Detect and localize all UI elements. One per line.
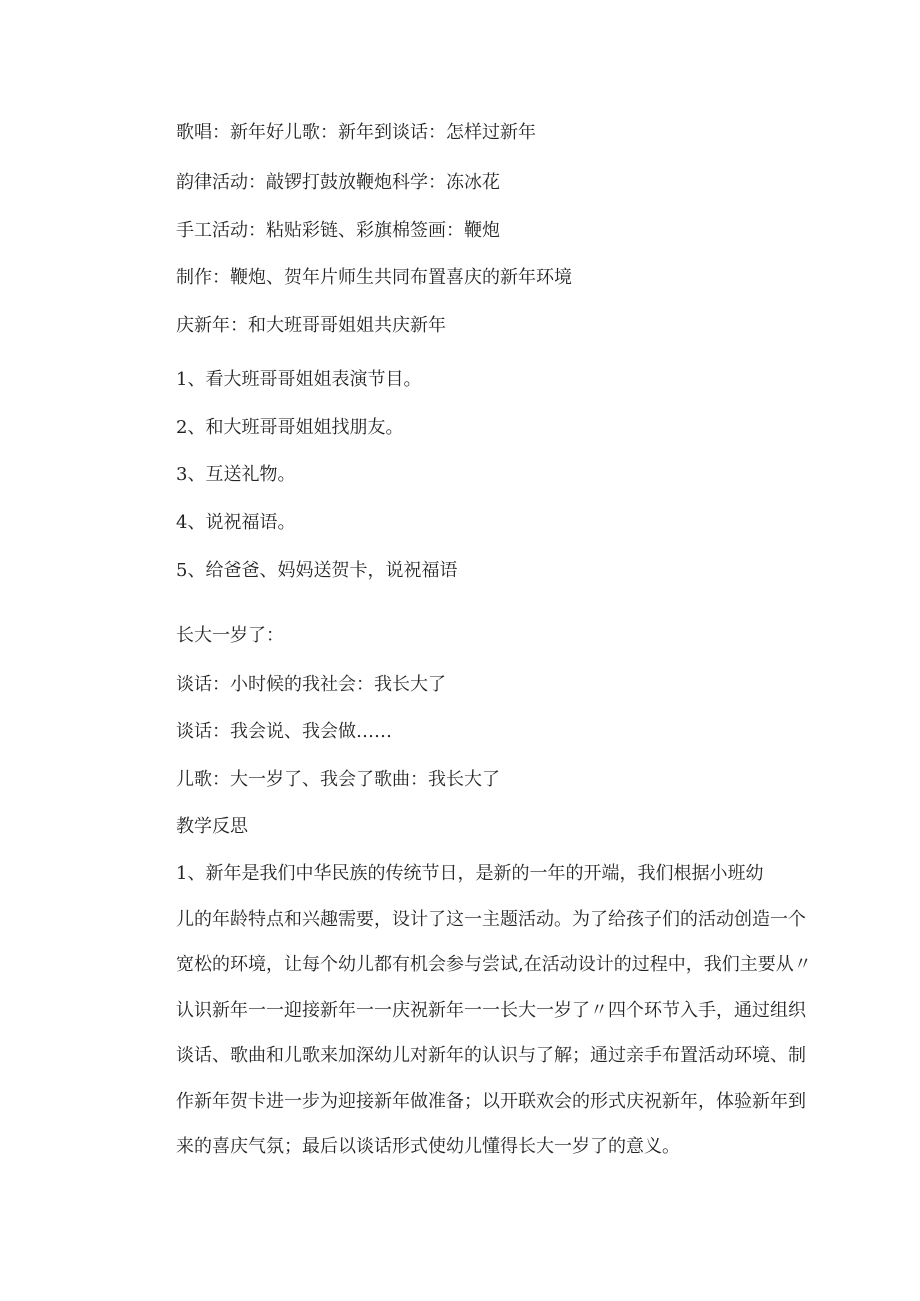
text-line-celebrate: 庆新年：和大班哥哥姐姐共庆新年 [176,315,446,336]
paragraph-line: 儿的年龄特点和兴趣需要，设计了这一主题活动。为了给孩子们的活动创造一个 [176,908,806,930]
text-line-handcraft: 手工活动：粘贴彩链、彩旗棉签画：鞭炮 [176,220,500,241]
text-line-talk-1: 谈话：小时候的我社会：我长大了 [176,674,446,695]
list-item-1: 1、看大班哥哥姐姐表演节目。 [176,369,422,390]
list-item-2: 2、和大班哥哥姐姐找朋友。 [176,417,404,438]
text-line-making: 制作：鞭炮、贺年片师生共同布置喜庆的新年环境 [176,267,572,288]
paragraph-line: 宽松的环境，让每个幼儿都有机会参与尝试,在活动设计的过程中，我们主要从〃 [176,954,812,975]
paragraph-line: 1、新年是我们中华民族的传统节日，是新的一年的开端，我们根据小班幼 [176,863,764,884]
reflection-paragraph [176,851,812,1170]
paragraph-line: 谈话、歌曲和儿歌来加深幼儿对新年的认识与了解；通过亲手布置活动环境、制 [176,1045,806,1066]
text-line-rhythm: 韵律活动：敲锣打鼓放鞭炮科学：冻冰花 [176,172,500,193]
paragraph-line: 作新年贺卡进一步为迎接新年做准备；以开联欢会的形式庆祝新年，体验新年到 [176,1090,806,1112]
paragraph-line: 来的喜庆气氛；最后以谈话形式使幼儿懂得长大一岁了的意义。 [176,1136,680,1157]
section-heading-reflection: 教学反思 [176,816,248,837]
list-item-3: 3、互送礼物。 [176,464,296,485]
text-line-rhyme: 儿歌：大一岁了、我会了歌曲：我长大了 [176,769,500,790]
text-line-talk-2: 谈话：我会说、我会做…… [176,721,392,742]
text-line-grow-up: 长大一岁了： [176,625,284,646]
list-item-4: 4、说祝福语。 [176,512,296,533]
paragraph-line: 认识新年一一迎接新年一一庆祝新年一一长大一岁了〃四个环节入手，通过组织 [176,999,806,1021]
text-line-singing: 歌唱：新年好儿歌：新年到谈话：怎样过新年 [176,122,536,143]
list-item-5: 5、给爸爸、妈妈送贺卡，说祝福语 [176,560,458,581]
